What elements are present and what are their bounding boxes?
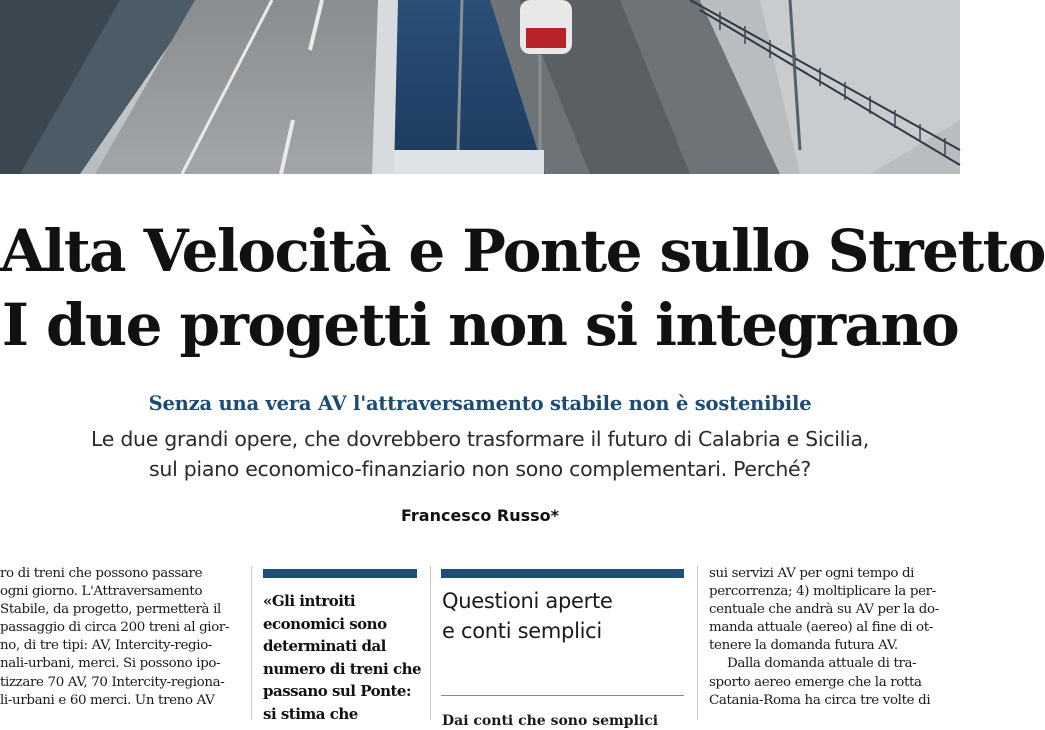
text-line: Catania-Roma ha circa tre volte di — [709, 692, 931, 708]
summary — [0, 424, 960, 484]
pull-quote — [263, 590, 423, 723]
byline: Francesco Russo* — [400, 506, 559, 525]
text-line: no, di tre tipi: AV, Intercity-regio- — [0, 638, 213, 654]
right-column — [709, 565, 960, 710]
box-title-line-1: Questioni aperte — [442, 589, 613, 613]
quote-line: determinati dal — [263, 637, 386, 655]
headline — [0, 214, 1045, 362]
text-line: ogni giorno. L'Attraversamento — [0, 584, 203, 600]
column-divider — [251, 566, 252, 720]
box-text: Dai conti che sono semplici — [442, 713, 659, 729]
column-divider — [430, 566, 431, 720]
column-divider — [697, 566, 698, 720]
article-photo — [0, 0, 960, 174]
text-line: nali-urbani, merci. Si possono ipo- — [0, 656, 221, 672]
box-bar — [441, 569, 684, 578]
subheadline: Senza una vera AV l'attraversamento stabile non è sostenibile — [148, 392, 812, 415]
quote-line: economici sono — [263, 614, 387, 633]
text-line: ro di treni che possono passare — [0, 566, 203, 581]
text-line: manda attuale (aereo) al fine di ot- — [709, 620, 933, 636]
quote-line: «Gli introiti — [263, 592, 356, 610]
quote-line: passano sul Ponte: — [263, 682, 412, 700]
text-line: sui servizi AV per ogni tempo di — [709, 566, 915, 581]
text-line: tizzare 70 AV, 70 Intercity-regiona- — [0, 674, 225, 690]
text-line: sporto aereo emerge che la rotta — [709, 674, 922, 690]
summary-line-2: sul piano economico-finanziario non sono complementari. Perché? — [149, 457, 811, 481]
text-line: percorrenza; 4) moltiplicare la per- — [709, 584, 936, 600]
headline-line-1: Alta Velocità e Ponte sullo Stretto — [0, 217, 1045, 285]
quote-line: si stima che — [263, 704, 358, 723]
box-divider — [441, 695, 684, 696]
text-line: passaggio di circa 200 treni al gior- — [0, 620, 230, 636]
text-line: centuale che andrà su AV per la do- — [709, 602, 939, 618]
text-line: Stabile, da progetto, permetterà il — [0, 602, 221, 618]
text-line: tenere la domanda futura AV. — [709, 638, 898, 654]
headline-line-2: I due progetti non si integrano — [1, 291, 959, 359]
text-line: Dalla domanda attuale di tra- — [727, 656, 917, 672]
text-line: li-urbani e 60 merci. Un treno AV — [0, 692, 215, 708]
bridge-photo-icon — [0, 0, 960, 174]
box-title-line-2: e conti semplici — [442, 619, 602, 643]
summary-line-1: Le due grandi opere, che dovrebbero trasformare il futuro di Calabria e Sicilia, — [91, 427, 869, 451]
pull-quote-bar — [263, 569, 417, 578]
left-column — [0, 565, 240, 710]
box-title — [442, 586, 692, 646]
quote-line: numero di treni che — [263, 659, 422, 678]
